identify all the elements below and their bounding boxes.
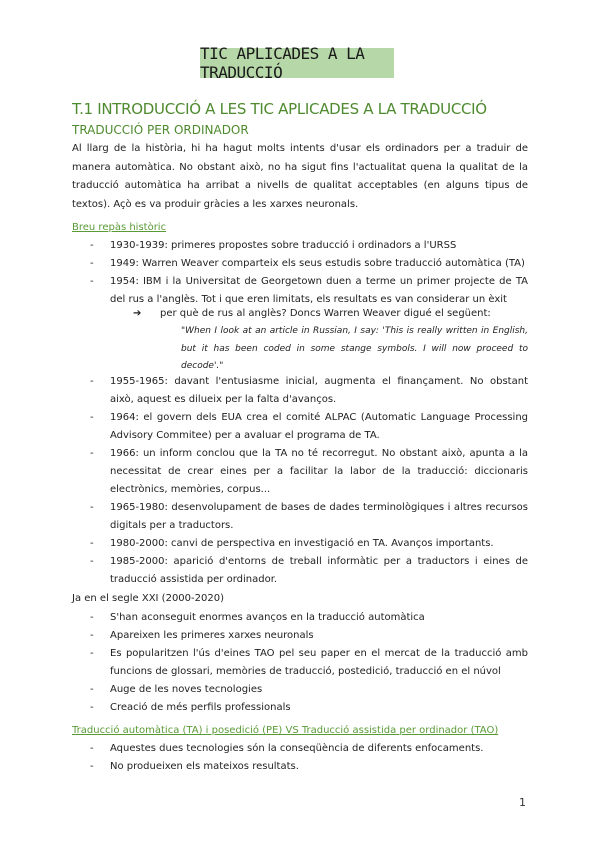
list-item: - 1955-1965: davant l'entusiasme inicial, augmenta el finançament. No obstant això, aquest es dilueix per la falta d'avanços. (90, 376, 528, 405)
section-subheading: TRADUCCIÓ PER ORDINADOR (72, 123, 249, 137)
list-item: - Auge de les noves tecnologies (90, 684, 263, 695)
list-item: - 1965-1980: desenvolupament de bases de dades terminològiques i altres recursos digitals per a traductors. (90, 502, 528, 531)
comparison-list (72, 740, 528, 776)
history-subpoint: ➔ per què de rus al anglès? Doncs Warren Weaver digué el següent: (160, 305, 528, 323)
document-title: TIC APLICADES A LA TRADUCCIÓ (200, 44, 365, 82)
arrow-icon: ➔ (133, 308, 142, 319)
list-item: - 1980-2000: canvi de perspectiva en investigació en TA. Avanços importants. (90, 538, 494, 549)
list-item: - Apareixen les primeres xarxes neuronals (90, 630, 314, 641)
list-item: - 1949: Warren Weaver comparteix els seus estudis sobre traducció automàtica (TA) (90, 258, 525, 269)
list-item: - Creació de més perfils professionals (90, 702, 291, 713)
century-intro: Ja en el segle XXI (2000-2020) (72, 593, 224, 604)
intro-paragraph: Al llarg de la història, hi ha hagut molts intents d'usar els ordinadors per a traduir de manera automàtica. No obstant això, no ha sigut fins l'actualitat quena la qualitat de la traducció automàtica ha arribat a nivells de qualitat acceptables (en alguns tipus de textos). Açò es va produir gràcies a les xarxes neuronals. (72, 143, 528, 210)
history-section-title: Breu repàs històric (72, 222, 167, 233)
list-item: - 1954: IBM i la Universitat de Georgetown duen a terme un primer projecte de TA del rus a l'anglès. Tot i que eren limitats, els resultats es van considerar un èxit (90, 276, 528, 305)
document-title-banner (200, 44, 394, 82)
page-number: 1 (519, 796, 526, 809)
list-item: - 1985-2000: aparició d'entorns de treball informàtic per a traductors i eines de traducció assistida per ordinador. (90, 556, 528, 585)
history-list-b (72, 373, 528, 589)
list-item: - No produeixen els mateixos resultats. (90, 761, 299, 772)
century-list (72, 609, 528, 717)
list-item: - 1930-1939: primeres propostes sobre traducció i ordinadors a l'URSS (90, 240, 457, 251)
chapter-heading: T.1 INTRODUCCIÓ A LES TIC APLICADES A LA TRADUCCIÓ (72, 100, 487, 118)
list-item: - 1966: un inform conclou que la TA no té recorregut. No obstant això, apunta a la necessitat de crear eines per a facilitar la labor de la traducció: diccionaris electrònics, memòries, corpus... (90, 448, 528, 495)
list-item: - Es popularitzen l'ús d'eines TAO pel seu paper en el mercat de la traducció amb funcions de glossari, memòries de traducció, postedició, traducció en el núvol (90, 648, 528, 677)
weaver-quote: "When I look at an article in Russian, I say: 'This is really written in English, but it has been coded in some stange symbols. I will now proceed to decode'." (181, 326, 528, 371)
list-item: - Aquestes dues tecnologies són la conseqüència de diferents enfocaments. (90, 743, 484, 754)
list-item: - 1964: el govern dels EUA crea el comité ALPAC (Automatic Language Processing Advisory Commitee) per a avaluar el programa de TA. (90, 412, 528, 441)
list-item: - S'han aconseguit enormes avanços en la traducció automàtica (90, 612, 425, 623)
comparison-section-title: Traducció automàtica (TA) i posedició (PE) VS Traducció assistida per ordinador (TAO) (72, 725, 499, 736)
history-list-a (72, 237, 528, 309)
